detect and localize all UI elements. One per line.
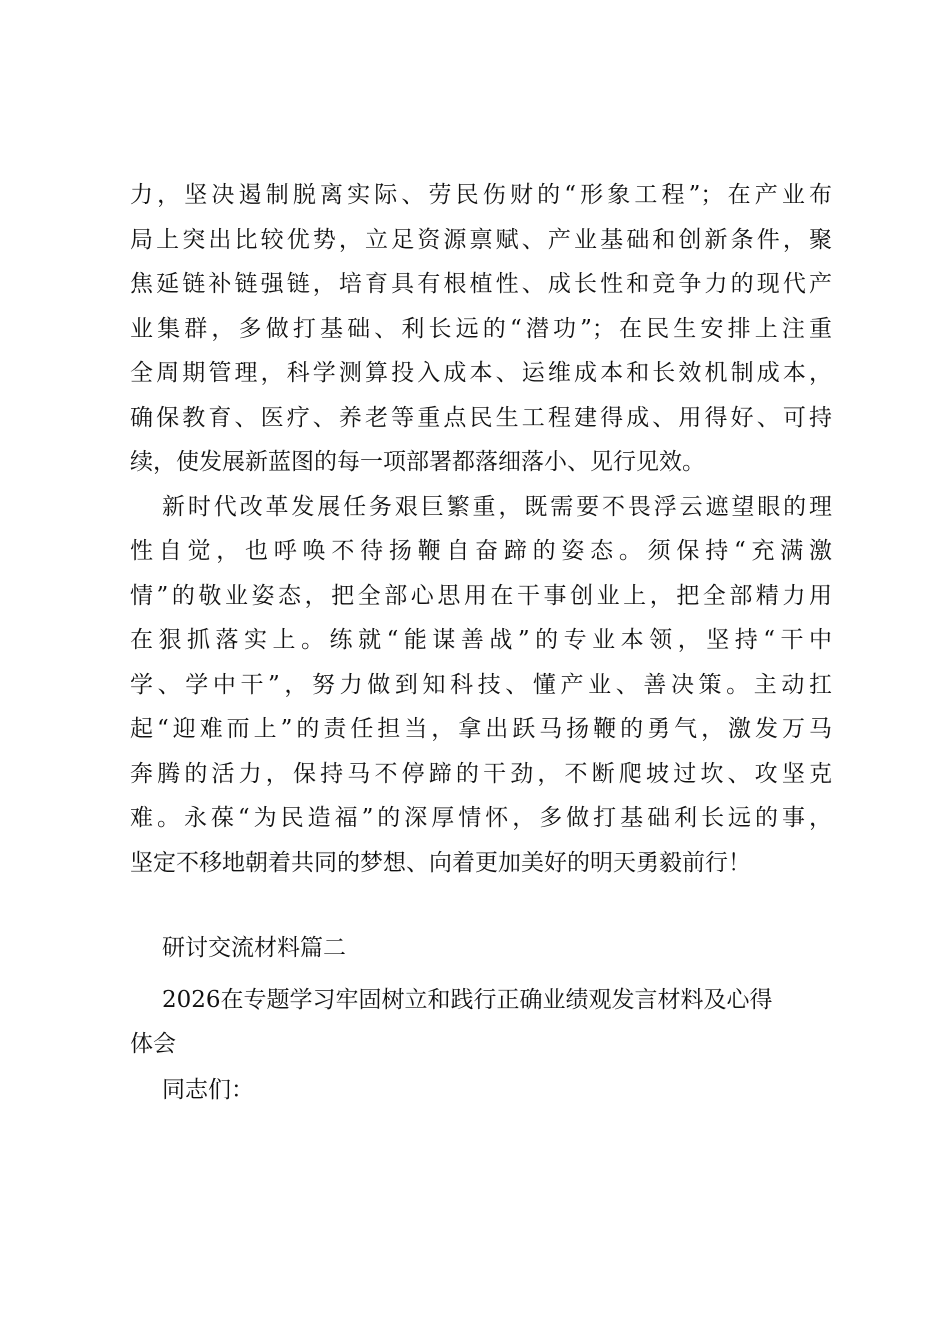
paragraph-2-line: 坚定不移地朝着共同的梦想、向着更加美好的明天勇毅前行！ bbox=[130, 849, 751, 876]
paragraph-2-line: 起“迎难而上”的责任担当，拿出跃马扬鞭的勇气，激发万马 bbox=[130, 716, 832, 742]
body-text bbox=[130, 173, 832, 885]
paragraph-2-line: 学、学中干”，努力做到知科技、懂产业、善决策。主动扛 bbox=[130, 671, 832, 698]
paragraph-1-line: 焦延链补链强链，培育具有根植性、成长性和竞争力的现代产 bbox=[130, 271, 832, 297]
paragraph-2-line: 奔腾的活力，保持马不停蹄的干劲，不断爬坡过坎、攻坚克 bbox=[130, 760, 832, 787]
paragraph-2-line: 性自觉，也呼唤不待扬鞭自奋蹄的姿态。须保持“充满激 bbox=[130, 538, 832, 564]
document-title-line-1: 2026在专题学习牢固树立和践行正确业绩观发言材料及心得 bbox=[162, 987, 773, 1013]
paragraph-2-line: 情”的敬业姿态，把全部心思用在干事创业上，把全部精力用 bbox=[130, 582, 832, 609]
paragraph-1-line: 确保教育、医疗、养老等重点民生工程建得成、用得好、可持 bbox=[130, 404, 832, 431]
salutation: 同志们： bbox=[162, 1077, 254, 1103]
paragraph-1-line: 局上突出比较优势，立足资源禀赋、产业基础和创新条件，聚 bbox=[130, 226, 832, 253]
document-title-line-2: 体会 bbox=[130, 1031, 176, 1057]
section-label: 研讨交流材料篇二 bbox=[162, 935, 346, 961]
paragraph-2-line: 难。永葆“为民造福”的深厚情怀，多做打基础利长远的事， bbox=[130, 805, 832, 831]
paragraph-2-line: 新时代改革发展任务艰巨繁重，既需要不畏浮云遮望眼的理 bbox=[162, 493, 832, 520]
paragraph-2-line: 在狠抓落实上。练就“能谋善战”的专业本领，坚持“干中 bbox=[130, 627, 832, 653]
paragraph-1-line: 业集群，多做打基础、利长远的“潜功”；在民生安排上注重 bbox=[130, 315, 832, 342]
paragraph-1-line: 力，坚决遏制脱离实际、劳民伤财的“形象工程”；在产业布 bbox=[130, 182, 832, 208]
paragraph-1-line: 续，使发展新蓝图的每一项部署都落细落小、见行见效。 bbox=[130, 449, 705, 475]
paragraph-1-line: 全周期管理，科学测算投入成本、运维成本和长效机制成本， bbox=[130, 360, 832, 386]
